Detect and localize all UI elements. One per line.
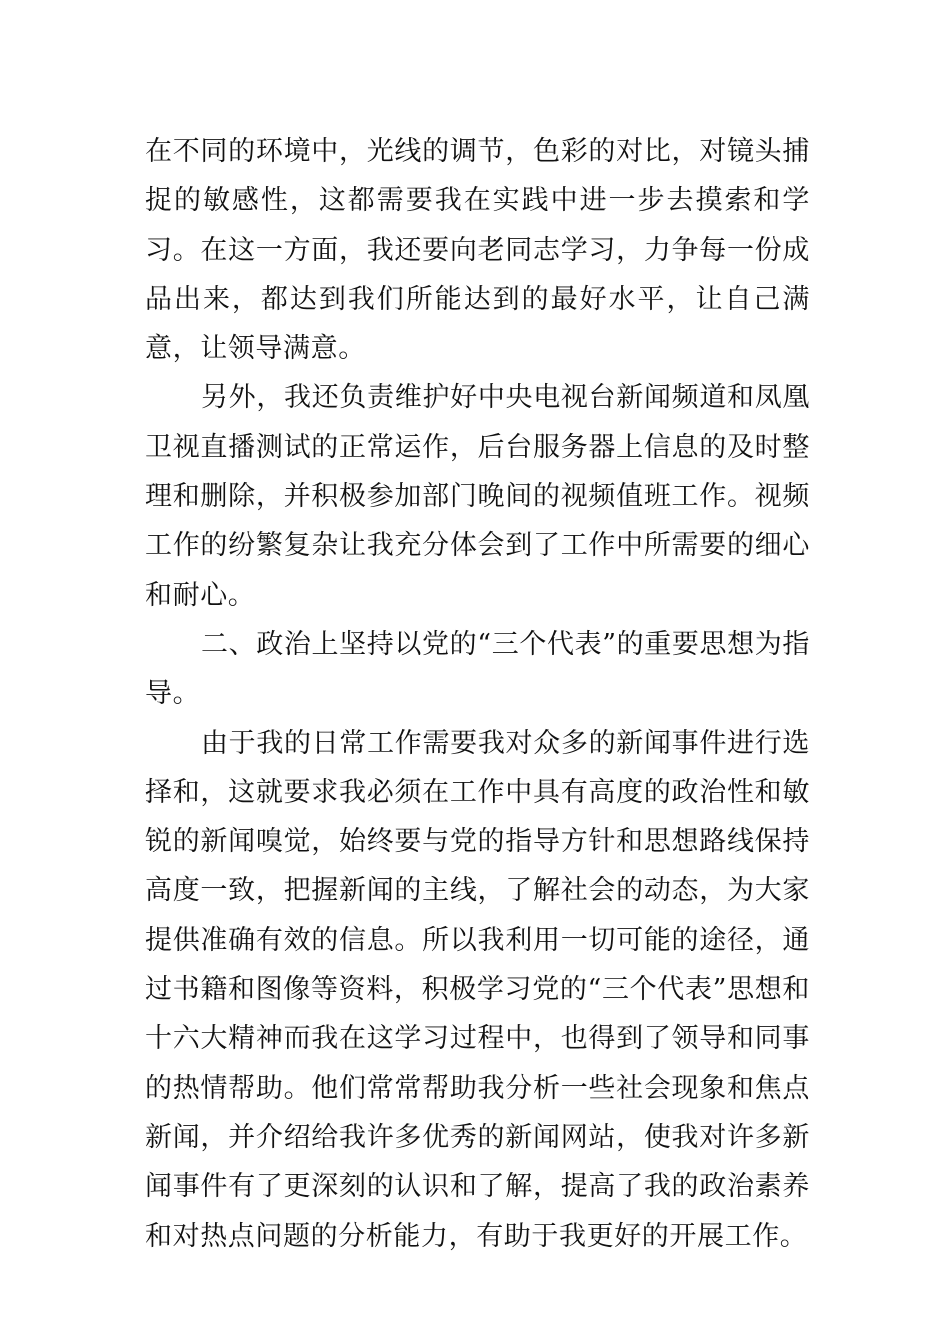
paragraph-video-maintenance: 另外，我还负责维护好中央电视台新闻频道和凤凰卫视直播测试的正常运作，后台服务器上信息的及时整理和删除，并积极参加部门晚间的视频值班工作。视频工作的纷繁复杂让我充分体会到了工作中所需要的细心和耐心。 [145,382,810,611]
section-heading-political: 二、政治上坚持以党的“三个代表”的重要思想为指导。 [145,628,810,710]
paragraph-political-study: 由于我的日常工作需要我对众多的新闻事件进行选择和，这就要求我必须在工作中具有高度的政治性和敏锐的新闻嗅觉，始终要与党的指导方针和思想路线保持高度一致，把握新闻的主线，了解社会的动态，为大家提供准确有效的信息。所以我利用一切可能的途径，通过书籍和图像等资料，积极学习党的“三个代表”思想和十六大精神而我在这学习过程中，也得到了领导和同事的热情帮助。他们常常帮助我分析一些社会现象和焦点新闻，并介绍给我许多优秀的新闻网站，使我对许多新闻事件有了更深刻的认识和了解，提高了我的政治素养和对热点问题的分析能力，有助于我更好的开展工作。 [145,727,810,1252]
body-text [145,127,810,1261]
paragraph-continuation: 在不同的环境中，光线的调节，色彩的对比，对镜头捕捉的敏感性，这都需要我在实践中进一步去摸索和学习。在这一方面，我还要向老同志学习，力争每一份成品出来，都达到我们所能达到的最好水平，让自己满意，让领导满意。 [145,136,810,365]
